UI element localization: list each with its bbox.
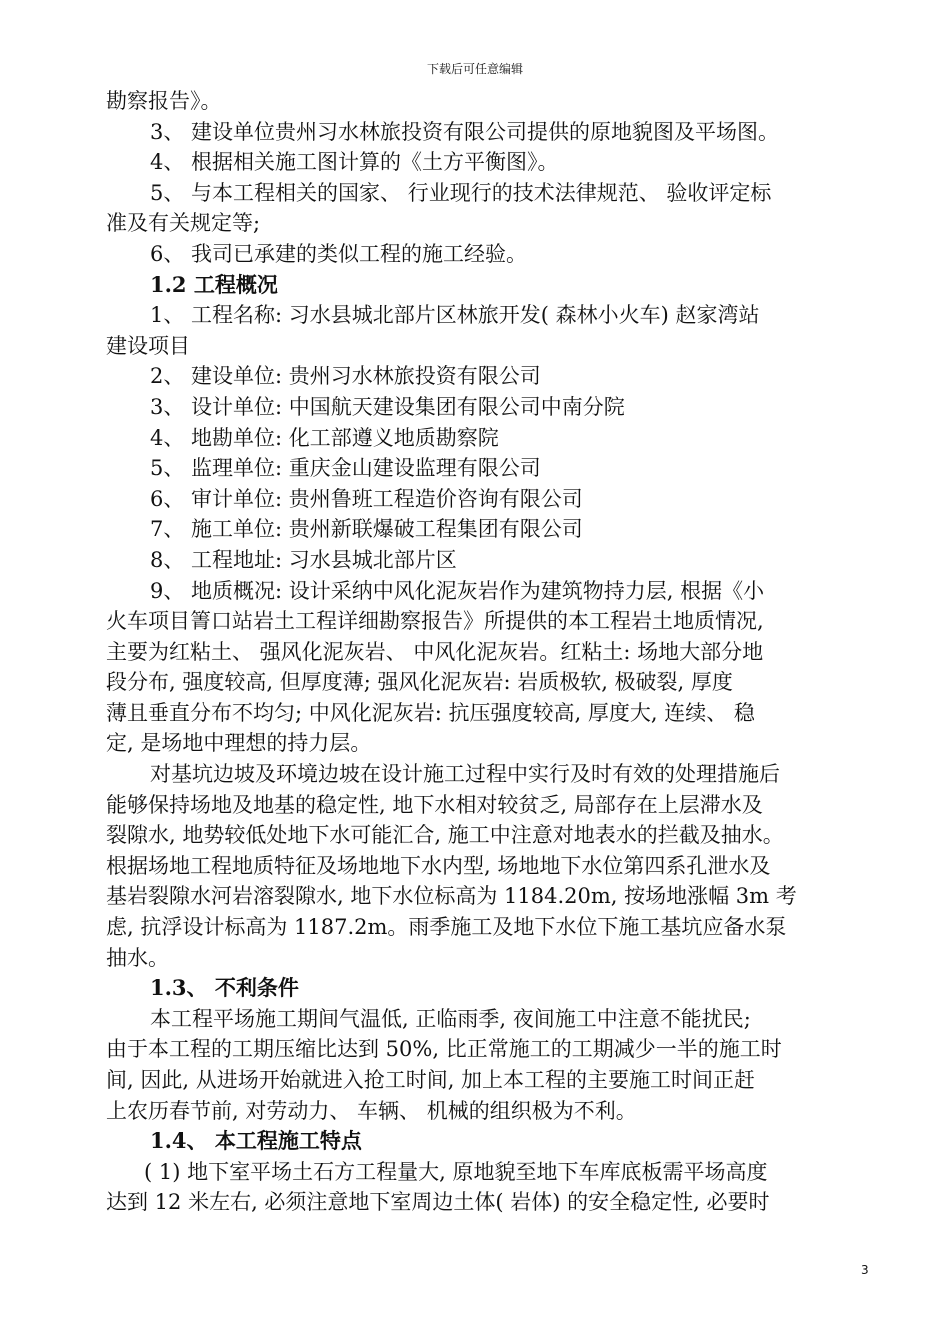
paragraph-line: ( 1) 地下室平场土石方工程量大, 原地貌至地下车库底板需平场高度: [144, 1159, 768, 1184]
paragraph-line: 由于本工程的工期压缩比达到 50%, 比正常施工的工期减少一半的施工时: [106, 1037, 782, 1062]
paragraph-line: 薄且垂直分布不均匀; 中风化泥灰岩: 抗压强度较高, 厚度大, 连续、 稳: [106, 700, 755, 725]
paragraph-line: 4、 地勘单位: 化工部遵义地质勘察院: [150, 425, 499, 450]
paragraph-line: 达到 12 米左右, 必须注意地下室周边土体( 岩体) 的安全稳定性, 必要时: [106, 1190, 770, 1215]
paragraph-line: 1、 工程名称: 习水县城北部片区林旅开发( 森林小火车) 赵家湾站: [150, 303, 760, 328]
paragraph-line: 根据场地工程地质特征及场地地下水内型, 场地地下水位第四系孔泄水及: [106, 853, 771, 878]
paragraph-line: 主要为红粘土、 强风化泥灰岩、 中风化泥灰岩。红粘土: 场地大部分地: [106, 639, 764, 664]
page-header: 下载后可任意编辑: [426, 62, 523, 76]
paragraph-line: 间, 因此, 从进场开始就进入抢工时间, 加上本工程的主要施工时间正赶: [106, 1068, 756, 1092]
paragraph-line: 上农历春节前, 对劳动力、 车辆、 机械的组织极为不利。: [106, 1098, 637, 1123]
paragraph-line: 6、 我司已承建的类似工程的施工经验。: [150, 241, 528, 266]
paragraph-line: 3、 建设单位贵州习水林旅投资有限公司提供的原地貌图及平场图。: [150, 119, 780, 144]
paragraph-line: 4、 根据相关施工图计算的《土方平衡图》。: [150, 150, 559, 175]
paragraph-line: 基岩裂隙水河岩溶裂隙水, 地下水位标高为 1184.20m, 按场地涨幅 3m 考: [106, 884, 797, 909]
section-heading: 1.4、 本工程施工特点: [150, 1128, 362, 1154]
paragraph-line: 虑, 抗浮设计标高为 1187.2m。雨季施工及地下水位下施工基坑应备水泵: [106, 915, 787, 940]
paragraph-line: 抽水。: [106, 945, 169, 970]
paragraph-line: 能够保持场地及地基的稳定性, 地下水相对较贫乏, 局部存在上层滞水及: [106, 792, 763, 817]
paragraph-line: 8、 工程地址: 习水县城北部片区: [150, 547, 457, 572]
paragraph-line: 对基坑边坡及环境边坡在设计施工过程中实行及时有效的处理措施后: [150, 762, 780, 787]
page-number: 3: [861, 1263, 869, 1277]
paragraph-line: 段分布, 强度较高, 但厚度薄; 强风化泥灰岩: 岩质极软, 极破裂, 厚度: [106, 670, 733, 695]
paragraph-line: 本工程平场施工期间气温低, 正临雨季, 夜间施工中注意不能扰民;: [150, 1006, 751, 1031]
paragraph-line: 2、 建设单位: 贵州习水林旅投资有限公司: [150, 364, 541, 389]
section-heading: 1.3、 不利条件: [150, 975, 299, 1001]
paragraph-line: 7、 施工单位: 贵州新联爆破工程集团有限公司: [150, 517, 583, 542]
paragraph-line: 3、 设计单位: 中国航天建设集团有限公司中南分院: [150, 394, 625, 419]
section-heading: 1.2 工程概况: [150, 271, 278, 297]
paragraph-line: 建设项目: [106, 333, 190, 358]
paragraph-line: 勘察报告》。: [106, 89, 222, 113]
paragraph-line: 5、 监理单位: 重庆金山建设监理有限公司: [150, 456, 541, 481]
paragraph-line: 火车项目箐口站岩土工程详细勘察报告》所提供的本工程岩土地质情况,: [106, 609, 764, 634]
document-body: [106, 86, 871, 1218]
paragraph-line: 5、 与本工程相关的国家、 行业现行的技术法律规范、 验收评定标: [150, 180, 772, 205]
paragraph-line: 6、 审计单位: 贵州鲁班工程造价咨询有限公司: [150, 486, 583, 511]
paragraph-line: 裂隙水, 地势较低处地下水可能汇合, 施工中注意对地表水的拦截及抽水。: [106, 823, 784, 848]
paragraph-line: 准及有关规定等;: [106, 211, 261, 236]
paragraph-line: 9、 地质概况: 设计采纳中风化泥灰岩作为建筑物持力层, 根据《小: [150, 578, 765, 603]
paragraph-line: 定, 是场地中理想的持力层。: [106, 731, 372, 756]
